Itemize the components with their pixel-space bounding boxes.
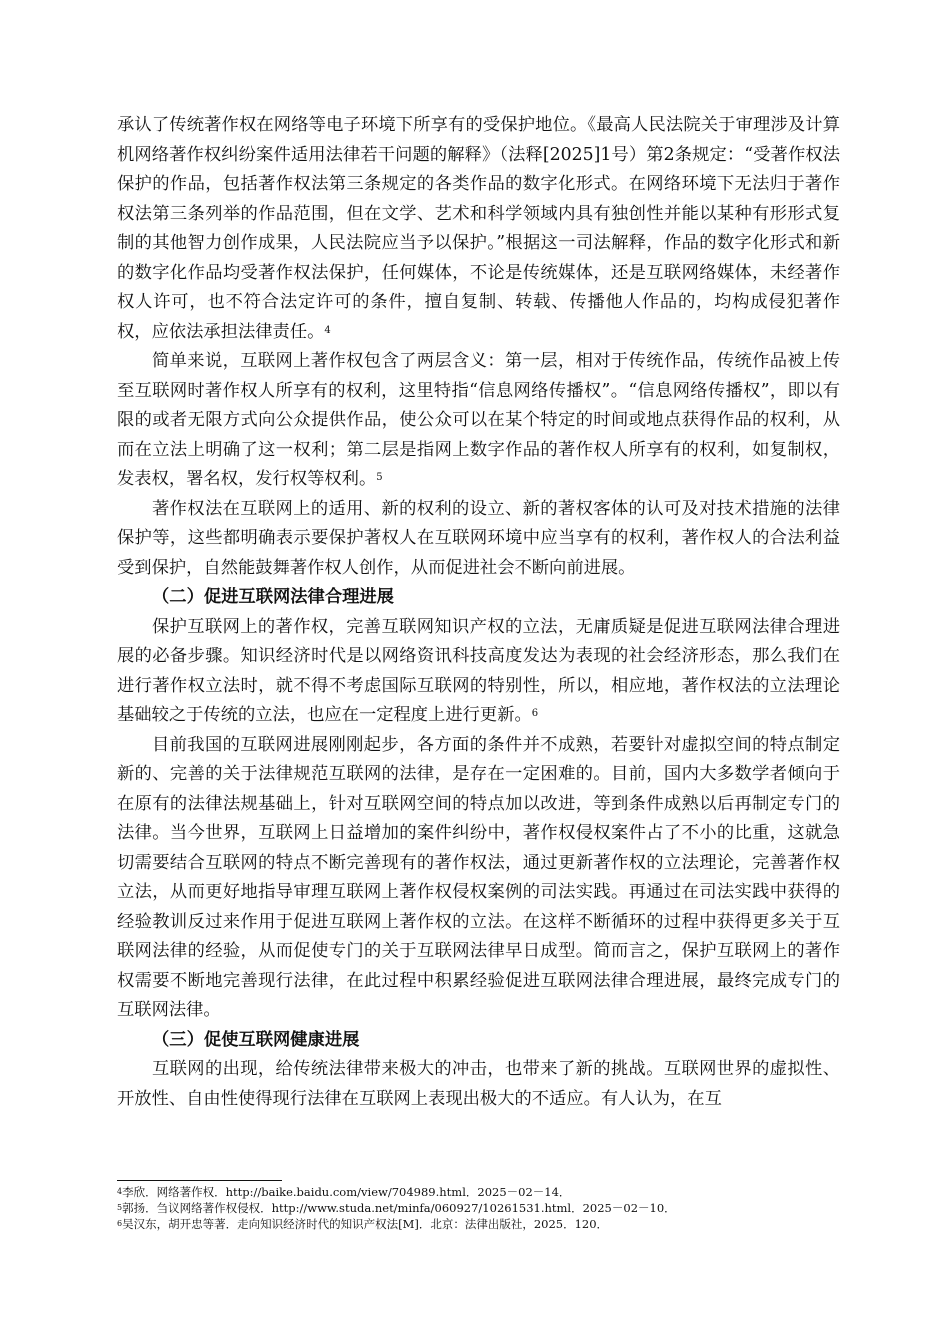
footnote-ref-4[interactable]: 4 bbox=[324, 324, 331, 336]
document-body bbox=[117, 111, 840, 1114]
footnote-text: 吴汉东，胡开忠等著．走向知识经济时代的知识产权法[M]．北京：法律出版社，2025．120． bbox=[122, 1217, 609, 1231]
footnote-divider bbox=[117, 1180, 282, 1181]
footnote-4 bbox=[117, 1184, 840, 1200]
paragraph-4-text: 保护互联网上的著作权，完善互联网知识产权的立法，无庸质疑是促进互联网法律合理进展的必备步骤。知识经济时代是以网络资讯科技高度发达为表现的社会经济形态，那么我们在进行著作权立法时，就不得不考虑国际互联网的特别性，所以，相应地，著作权法的立法理论基础较之于传统的立法，也应在一定程度上进行更新。 bbox=[117, 616, 840, 725]
section-heading-2: （二）促进互联网法律合理进展 bbox=[152, 587, 394, 607]
paragraph-1 bbox=[117, 111, 840, 347]
paragraph-2 bbox=[117, 347, 840, 495]
paragraph-1-text: 承认了传统著作权在网络等电子环境下所享有的受保护地位。《最高人民法院关于审理涉及计算机网络著作权纠纷案件适用法律若干问题的解释》（法释[2025]1号）第2条规定：“受著作权法保护的作品，包括著作权法第三条规定的各类作品的数字化形式。在网络环境下无法归于著作权法第三条列举的作品范围，但在文学、艺术和科学领域内具有独创性并能以某种有形形式复制的其他智力创作成果，人民法院应当予以保护。”根据这一司法解释，作品的数字化形式和新的数字化作品均受著作权法保护，任何媒体，不论是传统媒体，还是互联网络媒体，未经著作权人许可，也不符合法定许可的条件，擅自复制、转载、传播他人作品的，均构成侵犯著作权，应依法承担法律责任。 bbox=[117, 115, 840, 342]
paragraph-5: 目前我国的互联网进展刚刚起步，各方面的条件并不成熟，若要针对虚拟空间的特点制定新的、完善的关于法律规范互联网的法律，是存在一定困难的。目前，国内大多数学者倾向于在原有的法律法规基础上，针对互联网空间的特点加以改进，等到条件成熟以后再制定专门的法律。当今世界，互联网上日益增加的案件纠纷中，著作权侵权案件占了不小的比重，这就急切需要结合互联网的特点不断完善现有的著作权法，通过更新著作权的立法理论，完善著作权立法，从而更好地指导审理互联网上著作权侵权案例的司法实践。再通过在司法实践中获得的经验教训反过来作用于促进互联网上著作权的立法。在这样不断循环的过程中获得更多关于互联网法律的经验，从而促使专门的关于互联网法律早日成型。简而言之，保护互联网上的著作权需要不断地完善现行法律，在此过程中积累经验促进互联网法律合理进展，最终完成专门的互联网法律。 bbox=[117, 734, 840, 1020]
section-heading-3: （三）促使互联网健康进展 bbox=[152, 1029, 360, 1050]
footnote-text: 郭扬．刍议网络著作权侵权．http://www.studa.net/minfa/060927/10261531.html．2025－02－10． bbox=[122, 1201, 676, 1215]
footnote-5 bbox=[117, 1200, 840, 1216]
footnote-text: 李欣．网络著作权．http://baike.baidu.com/view/704989.html．2025－02－14． bbox=[122, 1185, 571, 1199]
paragraph-3: 著作权法在互联网上的适用、新的权利的设立、新的著权客体的认可及对技术措施的法律保护等，这些都明确表示要保护著权人在互联网环境中应当享有的权利，著作权人的合法利益受到保护，自然能鼓舞著作权人创作，从而促进社会不断向前进展。 bbox=[117, 498, 840, 578]
footnote-number: 6 bbox=[117, 1219, 123, 1228]
footnote-number: 4 bbox=[117, 1187, 123, 1196]
footnote-ref-5[interactable]: 5 bbox=[376, 472, 383, 483]
paragraph-4 bbox=[117, 613, 840, 731]
paragraph-6: 互联网的出现，给传统法律带来极大的冲击，也带来了新的挑战。互联网世界的虚拟性、开放性、自由性使得现行法律在互联网上表现出极大的不适应。有人认为，在互 bbox=[117, 1059, 840, 1109]
paragraph-2-text: 简单来说，互联网上著作权包含了两层含义：第一层，相对于传统作品，传统作品被上传至互联网时著作权人所享有的权利，这里特指“信息网络传播权”。“信息网络传播权”，即以有限的或者无限方式向公众提供作品，使公众可以在某个特定的时间或地点获得作品的权利，从而在立法上明确了这一权利；第二层是指网上数字作品的著作权人所享有的权利，如复制权，发表权，署名权，发行权等权利。 bbox=[117, 351, 840, 489]
footnote-6 bbox=[117, 1216, 840, 1232]
footnotes bbox=[117, 1180, 840, 1232]
footnote-number: 5 bbox=[117, 1203, 123, 1212]
footnote-ref-6[interactable]: 6 bbox=[531, 708, 539, 719]
